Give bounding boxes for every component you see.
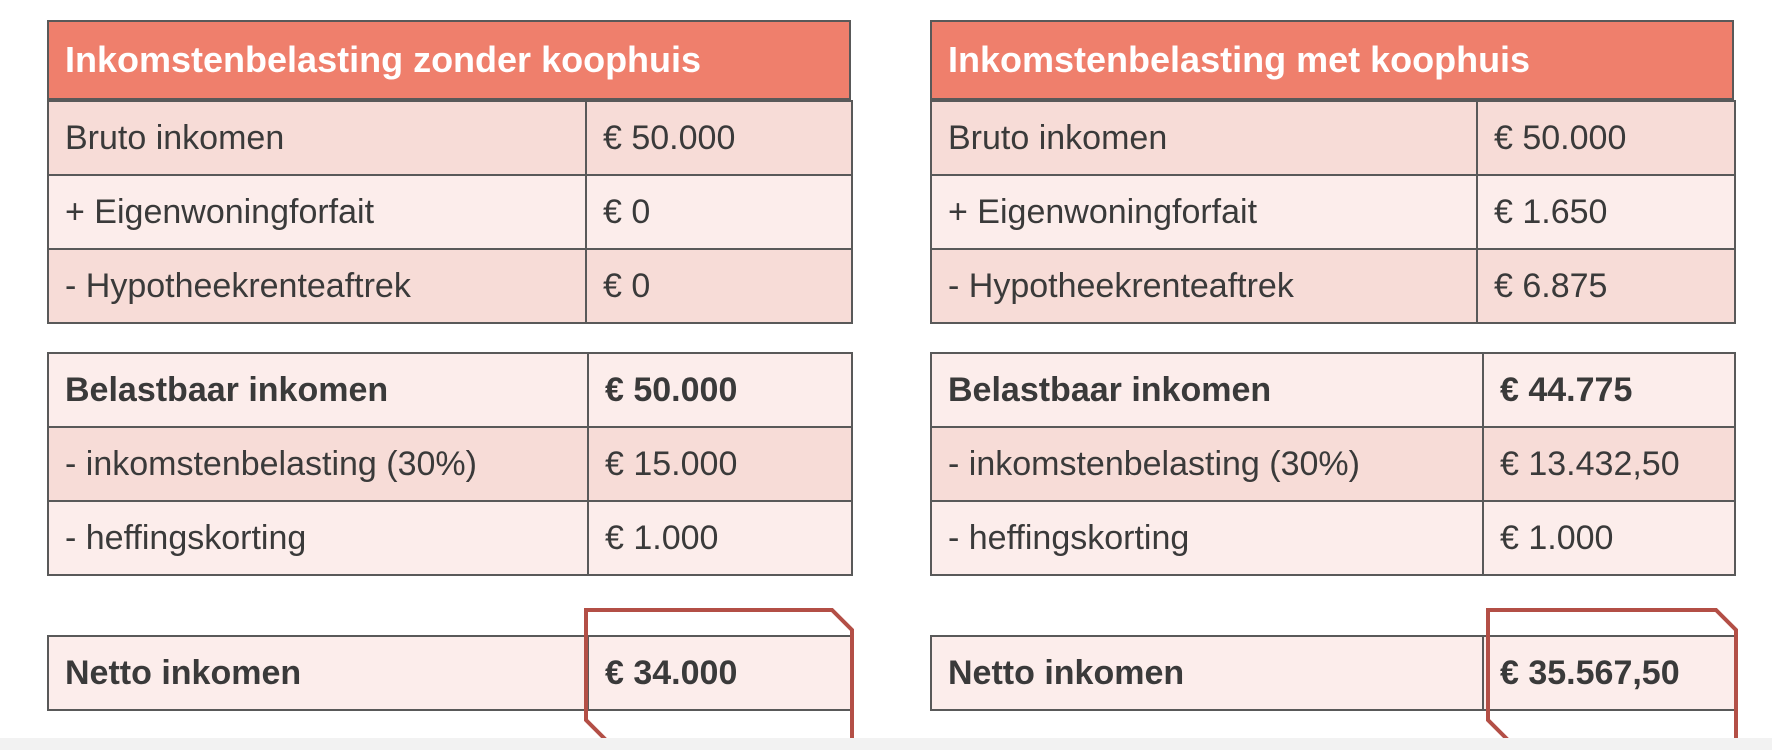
row-value: € 50.000: [588, 353, 852, 427]
row-value: € 6.875: [1477, 249, 1735, 323]
table-row: [931, 249, 1735, 323]
table-row: [931, 101, 1735, 175]
row-value: € 50.000: [1477, 101, 1735, 175]
right-income-table: [930, 100, 1736, 324]
table-row: [931, 501, 1735, 575]
row-label: - heffingskorting: [48, 501, 588, 575]
left-panel: [47, 20, 851, 692]
left-panel-title: Inkomstenbelasting zonder koophuis: [47, 20, 851, 100]
right-panel-title: Inkomstenbelasting met koophuis: [930, 20, 1734, 100]
table-row: [48, 175, 852, 249]
row-label: - Hypotheekrenteaftrek: [931, 249, 1477, 323]
net-income-value: € 34.000: [588, 636, 852, 710]
row-label: Bruto inkomen: [931, 101, 1477, 175]
row-label: + Eigenwoningforfait: [48, 175, 586, 249]
row-label: Belastbaar inkomen: [48, 353, 588, 427]
left-income-table: [47, 100, 853, 324]
table-row: [931, 427, 1735, 501]
table-row: [48, 427, 852, 501]
table-row: [931, 353, 1735, 427]
table-row: [48, 636, 852, 710]
bottom-strip: [0, 738, 1772, 750]
left-net-table: [47, 635, 853, 711]
right-tax-table: [930, 352, 1736, 576]
row-value: € 0: [586, 175, 852, 249]
row-value: € 44.775: [1483, 353, 1735, 427]
table-row: [931, 175, 1735, 249]
row-value: € 1.000: [588, 501, 852, 575]
row-label: - inkomstenbelasting (30%): [48, 427, 588, 501]
table-row: [48, 249, 852, 323]
row-value: € 0: [586, 249, 852, 323]
row-value: € 15.000: [588, 427, 852, 501]
row-value: € 13.432,50: [1483, 427, 1735, 501]
table-row: [931, 636, 1735, 710]
right-panel: [930, 20, 1734, 692]
row-label: + Eigenwoningforfait: [931, 175, 1477, 249]
row-label: - inkomstenbelasting (30%): [931, 427, 1483, 501]
net-income-label: Netto inkomen: [931, 636, 1483, 710]
right-net-table: [930, 635, 1736, 711]
net-income-value: € 35.567,50: [1483, 636, 1735, 710]
table-row: [48, 501, 852, 575]
row-value: € 50.000: [586, 101, 852, 175]
net-income-label: Netto inkomen: [48, 636, 588, 710]
row-label: - heffingskorting: [931, 501, 1483, 575]
row-value: € 1.000: [1483, 501, 1735, 575]
table-row: [48, 101, 852, 175]
row-label: Belastbaar inkomen: [931, 353, 1483, 427]
row-label: - Hypotheekrenteaftrek: [48, 249, 586, 323]
row-value: € 1.650: [1477, 175, 1735, 249]
left-tax-table: [47, 352, 853, 576]
row-label: Bruto inkomen: [48, 101, 586, 175]
table-row: [48, 353, 852, 427]
